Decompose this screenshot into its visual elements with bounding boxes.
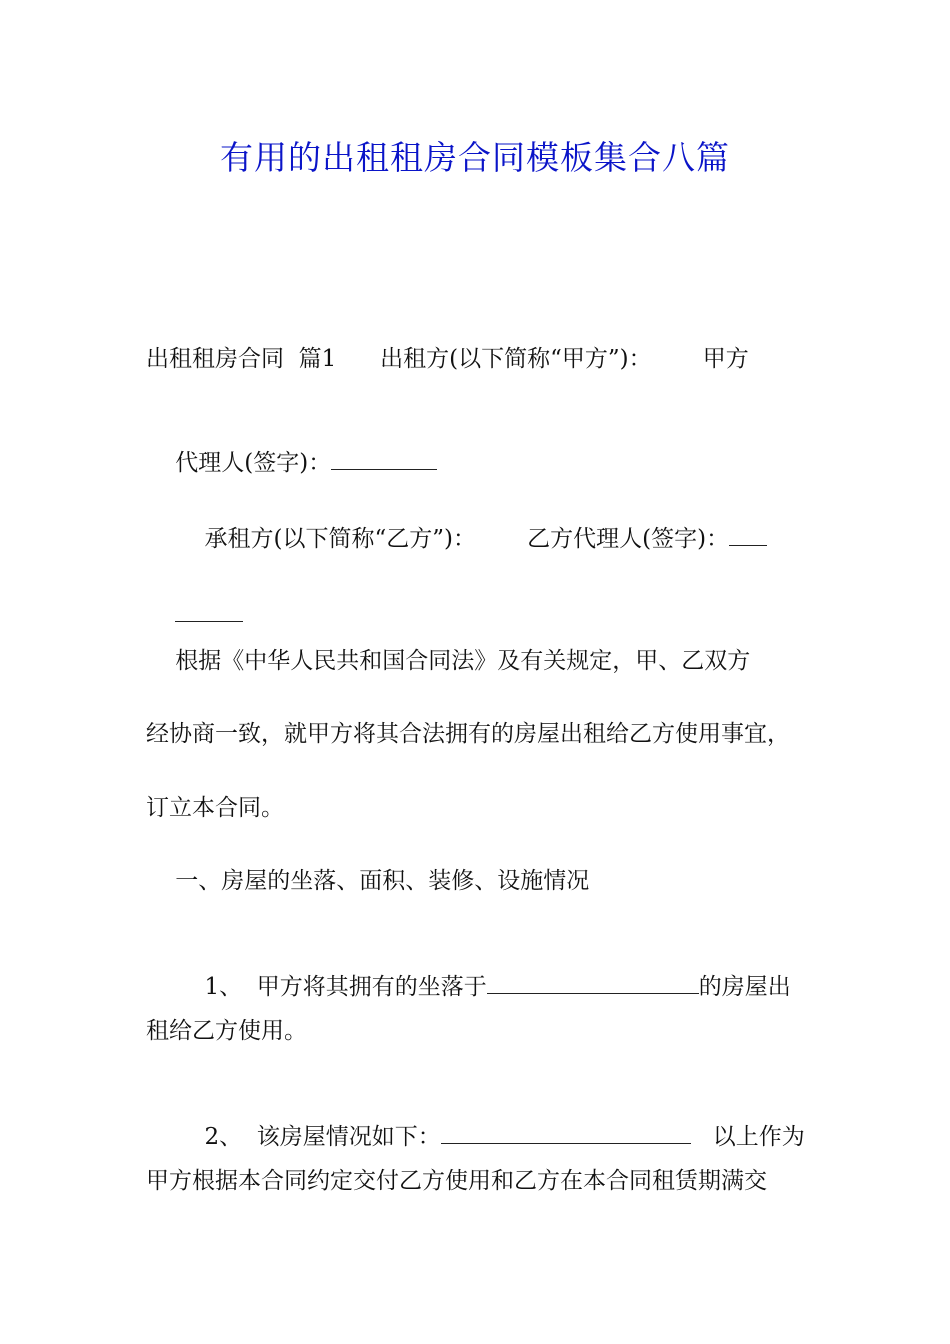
paragraph-line-12: 甲方根据本合同约定交付乙方使用和乙方在本合同租赁期满交 — [146, 1168, 767, 1194]
signature-blank-lessee-part1 — [729, 525, 767, 546]
paragraph-line-6: 经协商一致，就甲方将其合法拥有的房屋出租给乙方使用事宜， — [146, 721, 790, 747]
agent-label: 代理人(签字)： — [175, 450, 332, 476]
house-info-blank — [441, 1123, 691, 1144]
clause-2-continuation: 以上作为 — [712, 1124, 805, 1150]
clause-1-continuation: 的房屋出 — [698, 974, 791, 1000]
clause-2-text: 2、 该房屋情况如下： — [175, 1124, 441, 1150]
page-title: 有用的出租租房合同模板集合八篇 — [220, 138, 730, 177]
lessee-label: 承租方(以下简称“乙方”)： 乙方代理人(签字)： — [175, 526, 730, 552]
signature-blank-lessee-part2 — [175, 601, 243, 622]
clause-1-text: 1、 甲方将其拥有的坐落于 — [175, 974, 487, 1000]
signature-blank-lessor — [331, 449, 437, 470]
address-blank — [487, 973, 699, 994]
paragraph-line-5: 根据《中华人民共和国合同法》及有关规定，甲、乙双方 — [146, 648, 751, 674]
paragraph-line-1: 出租租房合同 篇1 出租方(以下简称“甲方”)： 甲方 — [146, 346, 749, 372]
section-heading-1: 一、房屋的坐落、面积、装修、设施情况 — [146, 868, 590, 894]
spacer — [691, 1124, 713, 1150]
paragraph-line-10: 租给乙方使用。 — [146, 1018, 307, 1044]
paragraph-line-7: 订立本合同。 — [146, 795, 284, 821]
